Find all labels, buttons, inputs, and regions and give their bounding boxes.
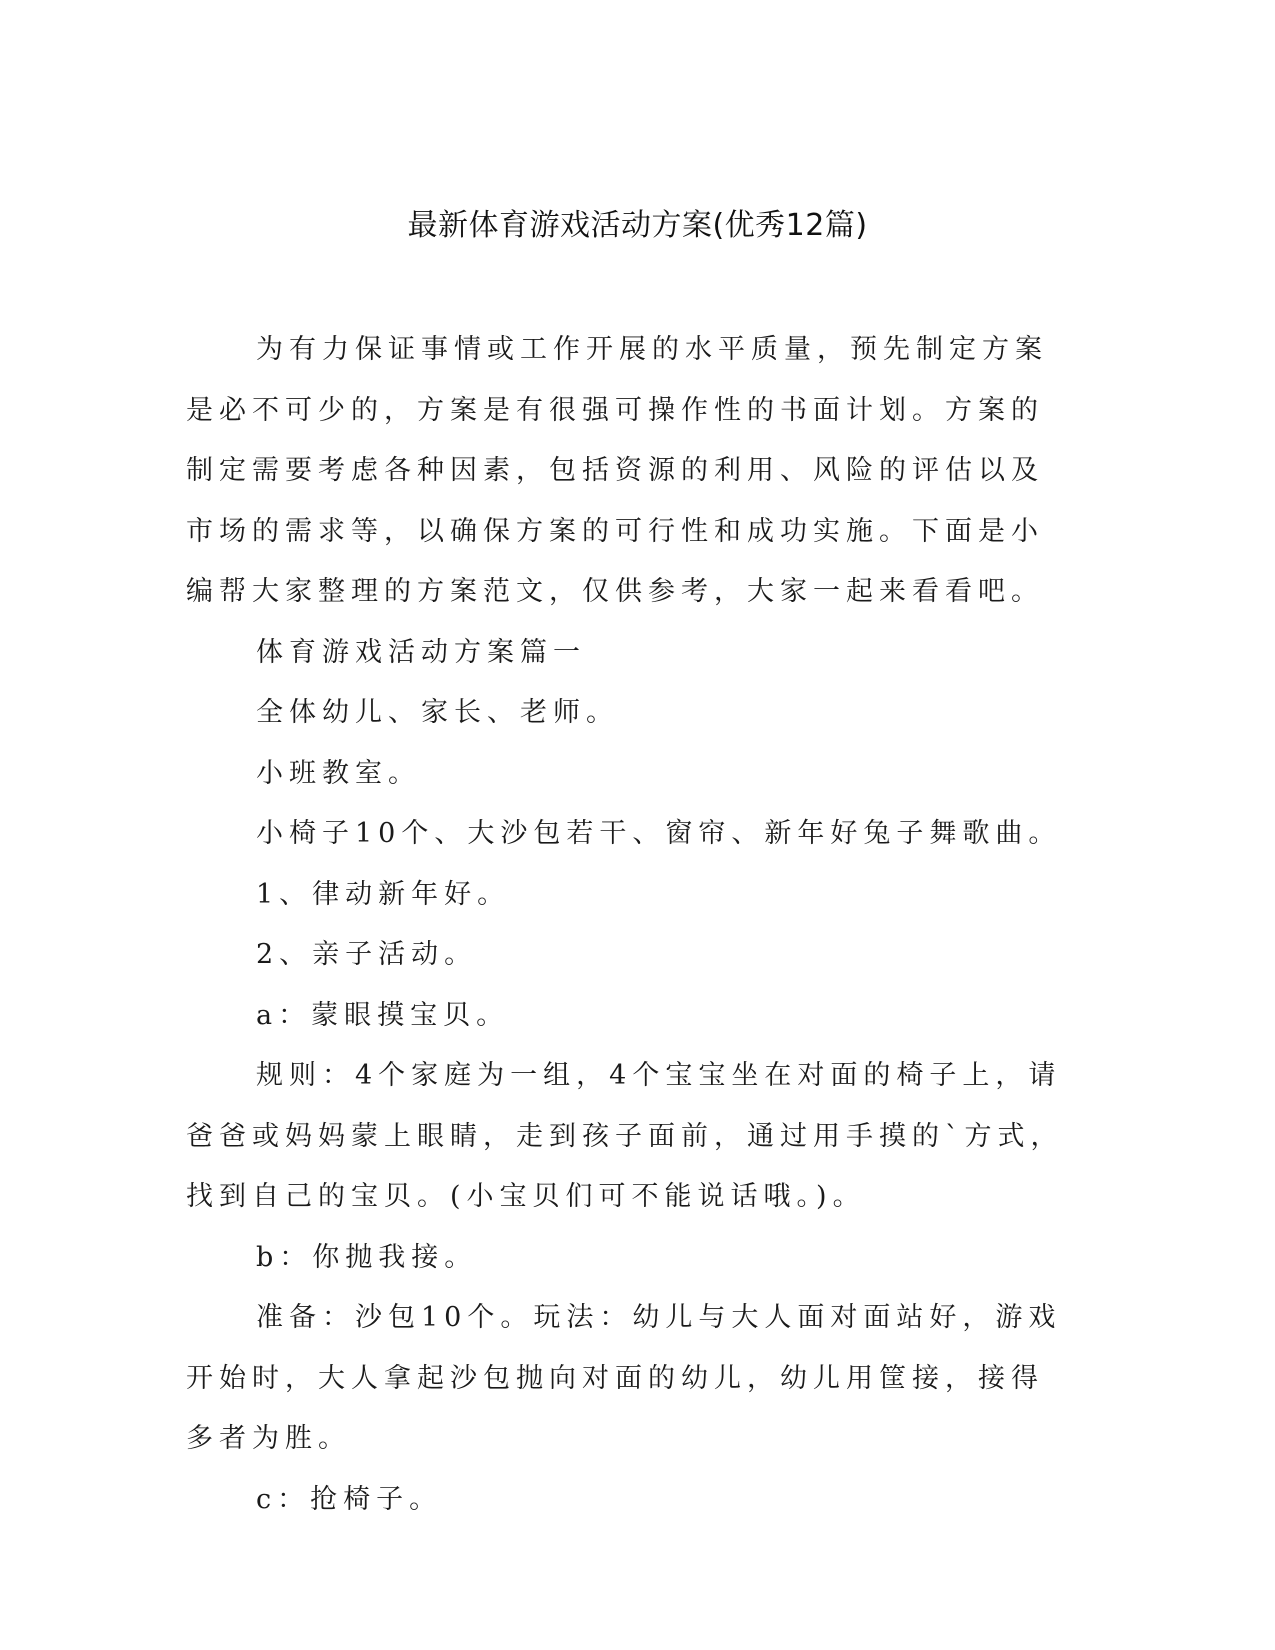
location-paragraph: 小班教室。: [256, 757, 421, 789]
activity-a-rules: 规则：4个家庭为一组，4个宝宝坐在对面的椅子上，请爸爸或妈妈蒙上眼睛，走到孩子面前，通过用手摸的`方式，找到自己的宝贝。(小宝贝们可不能说话哦。)。: [186, 1060, 1064, 1212]
document-body: [186, 320, 1066, 1530]
step-2-paragraph: 2、亲子活动。: [256, 939, 478, 970]
participants-paragraph: 全体幼儿、家长、老师。: [256, 697, 619, 728]
step-1-paragraph: 1、律动新年好。: [256, 878, 511, 910]
document-title: 最新体育游戏活动方案(优秀12篇): [407, 208, 868, 243]
activity-b-heading: b：你抛我接。: [256, 1241, 478, 1273]
activity-b-rules: 准备：沙包10个。玩法：幼儿与大人面对面站好，游戏开始时，大人拿起沙包抛向对面的幼儿，幼儿用筐接，接得多者为胜。: [186, 1302, 1062, 1454]
section-heading: 体育游戏活动方案篇一: [256, 636, 586, 668]
activity-a-heading: a：蒙眼摸宝贝。: [256, 999, 510, 1031]
materials-paragraph: 小椅子10个、大沙包若干、窗帘、新年好兔子舞歌曲。: [256, 818, 1062, 849]
intro-paragraph: 为有力保证事情或工作开展的水平质量，预先制定方案是必不可少的，方案是有很强可操作性的书面计划。方案的制定需要考虑各种因素，包括资源的利用、风险的评估以及市场的需求等，以确保方案的可行性和成功实施。下面是小编帮大家整理的方案范文，仅供参考，大家一起来看看吧。: [186, 334, 1048, 607]
activity-c-heading: c：抢椅子。: [256, 1483, 443, 1515]
